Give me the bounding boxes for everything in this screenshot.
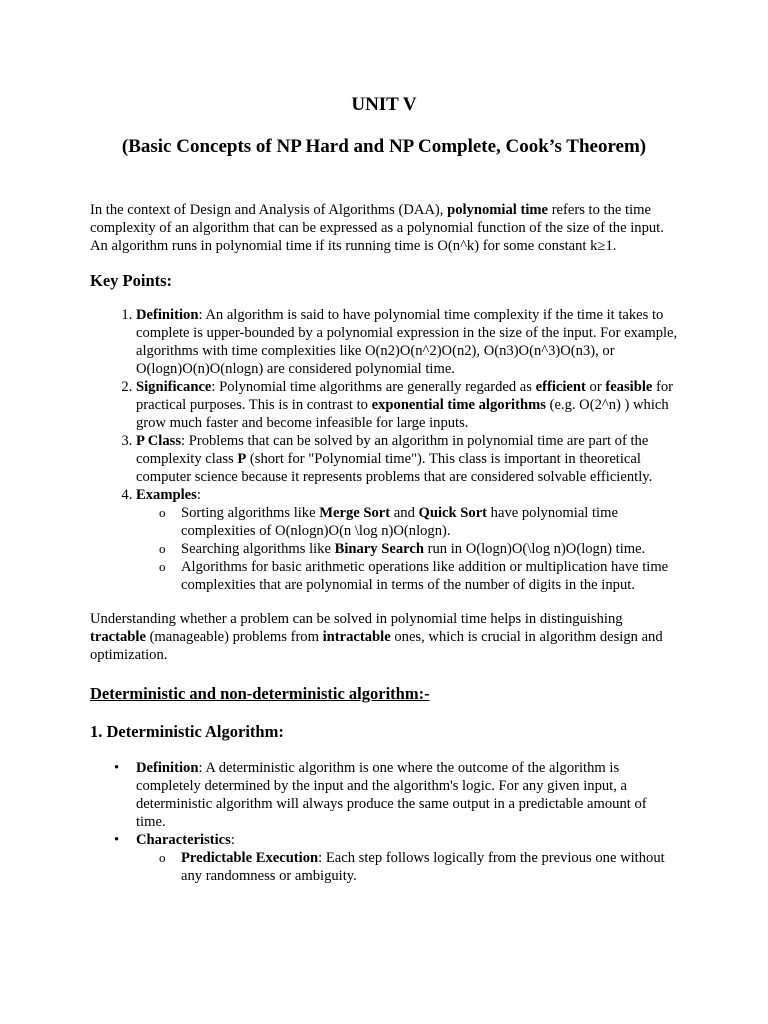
example-item — [181, 540, 678, 558]
bold-tractable: tractable — [90, 629, 146, 645]
example-text: Algorithms for basic arithmetic operations like addition or multiplication have time complexities that are polynomial in terms of the number of digits in the input. — [181, 559, 669, 593]
deterministic-definition — [136, 759, 678, 831]
deterministic-list — [90, 759, 678, 885]
deterministic-section-heading: Deterministic and non-deterministic algorithm:- — [90, 684, 430, 703]
key-point-text: (short for "Polynomial time"). This class is important in theoretical computer science because it represents problems that are considered solvable efficiently. — [136, 451, 653, 485]
understanding-paragraph — [90, 610, 678, 664]
deterministic-algorithm-heading: 1. Deterministic Algorithm: — [90, 722, 284, 741]
key-point-text: : Problems that can be solved by an algorithm in polynomial time are part of the complexity class — [136, 433, 649, 467]
understanding-text: ones, which is crucial in algorithm design and optimization. — [90, 629, 663, 663]
bold-quick-sort: Quick Sort — [418, 505, 488, 521]
unit-subtitle: (Basic Concepts of NP Hard and NP Complete, Cook’s Theorem) — [121, 136, 647, 157]
example-text: Searching algorithms like — [181, 541, 335, 557]
bold-merge-sort: Merge Sort — [319, 505, 391, 521]
key-point-colon: : — [196, 487, 201, 503]
key-point-label: Significance — [136, 379, 212, 395]
bullet-label: Definition — [136, 760, 199, 776]
unit-title: UNIT V — [351, 94, 417, 115]
characteristics-list — [136, 849, 678, 885]
intro-text-1: In the context of Design and Analysis of Algorithms (DAA), — [90, 202, 448, 218]
key-point-text: : Polynomial time algorithms are generally regarded as — [211, 379, 536, 395]
example-text: run in O(logn)O(\log n)O(logn) time. — [423, 541, 646, 557]
characteristic-label: Predictable Execution — [181, 850, 319, 866]
example-item — [181, 504, 678, 540]
characteristic-item — [181, 849, 678, 885]
bold-binary-search: Binary Search — [334, 541, 424, 557]
example-text: Sorting algorithms like — [181, 505, 320, 521]
characteristic-text: : Each step follows logically from the previous one without any randomness or ambiguity. — [181, 850, 665, 884]
key-point-significance — [136, 378, 678, 432]
understanding-text: Understanding whether a problem can be solved in polynomial time helps in distinguishing — [90, 611, 623, 627]
bullet-text: : A deterministic algorithm is one where the outcome of the algorithm is completely determined by the input and the algorithm's logic. For any given input, a deterministic algorithm will always produce the same output in a predictable amount of time. — [136, 760, 647, 830]
key-point-examples — [136, 486, 678, 594]
example-text: have polynomial time complexities of O(nlogn)O(n \log n)O(nlogn). — [181, 505, 618, 539]
bold-p: P — [237, 451, 247, 467]
intro-bold-polynomial-time: polynomial time — [447, 202, 549, 218]
key-point-label: Examples — [136, 487, 197, 503]
key-point-text: (e.g. O(2^n) ) which grow much faster and become infeasible for large inputs. — [136, 397, 669, 431]
key-point-label: Definition — [136, 307, 199, 323]
bold-exponential-time: exponential time algorithms — [371, 397, 546, 413]
key-point-definition — [136, 306, 678, 378]
understanding-text: (manageable) problems from — [145, 629, 323, 645]
key-point-text: for practical purposes. This is in contrast to — [136, 379, 674, 413]
key-point-p-class — [136, 432, 678, 486]
key-points-heading: Key Points: — [90, 271, 173, 290]
intro-paragraph — [90, 201, 678, 255]
bullet-label: Characteristics — [136, 832, 231, 848]
bullet-colon: : — [230, 832, 235, 848]
key-point-text: or — [585, 379, 606, 395]
key-point-text: : An algorithm is said to have polynomial time complexity if the time it takes to complete is upper-bounded by a polynomial expression in the size of the input. For example, algorithms with time complexities like O(n2)O(n^2)O(n2), O(n3)O(n^3)O(n3), or O(logn)O(n)O(nlogn) are considered polynomial time. — [136, 307, 678, 377]
document-body — [90, 201, 678, 885]
intro-text-2: refers to the time complexity of an algorithm that can be expressed as a polynomial function of the size of the input. An algorithm runs in polynomial time if its running time is O(n^k) for some constant k≥1. — [90, 202, 664, 254]
key-point-label: P Class — [136, 433, 182, 449]
key-points-list — [90, 306, 678, 594]
examples-list — [136, 504, 678, 594]
bold-efficient: efficient — [535, 379, 586, 395]
bold-feasible: feasible — [605, 379, 653, 395]
deterministic-characteristics — [136, 831, 678, 885]
bold-intractable: intractable — [322, 629, 391, 645]
example-item — [181, 558, 678, 594]
example-text: and — [390, 505, 419, 521]
